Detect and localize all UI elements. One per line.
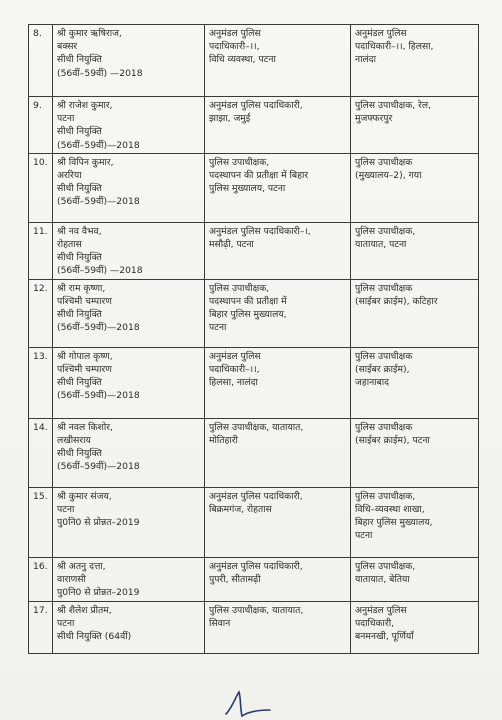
cell-line: श्री नव वैभव, — [57, 225, 102, 237]
cell-line: अनुमंडल पुलिस — [209, 28, 261, 39]
cell-line: विधि व्यवस्था, पटना — [209, 54, 276, 66]
cell-line: (मुख्यालय–2), गया — [355, 170, 422, 182]
cell-line: (56वीं–59वीं)—2018 — [57, 322, 140, 334]
cell-line: सीधी नियुक्ति — [57, 309, 102, 321]
cell-line: पटना — [209, 322, 227, 334]
cell-line: पुलिस उपाधीक्षक, — [355, 225, 416, 237]
table-row — [29, 557, 479, 601]
current-posting-cell — [205, 222, 351, 279]
new-posting-cell — [351, 347, 479, 418]
serial-number-cell: 14. — [29, 418, 53, 487]
officer-name-cell — [53, 279, 205, 347]
cell-line: पटना — [57, 113, 75, 125]
cell-line: पुलिस उपाधीक्षक, यातायात, — [209, 421, 304, 433]
cell-line: पुलिस उपाधीक्षक, — [355, 560, 416, 572]
cell-line: सीधी नियुक्ति (64वीं) — [57, 631, 132, 643]
officer-name-cell — [53, 97, 205, 154]
cell-line: पुलिस उपाधीक्षक, — [209, 156, 270, 168]
serial-number-cell: 16. — [29, 557, 53, 601]
cell-line: पुलिस उपाधीक्षक, — [355, 490, 416, 502]
cell-line: पुलिस उपाधीक्षक, — [209, 282, 270, 294]
table-row — [29, 279, 479, 347]
cell-line: अनुमंडल पुलिस पदाधिकारी, — [209, 100, 303, 111]
cell-line: पुपरी, सीतामढ़ी — [209, 573, 261, 585]
cell-line: पटना — [355, 530, 373, 542]
table-row — [29, 153, 479, 222]
table-row — [29, 601, 479, 653]
cell-line: श्री राम कृष्णा, — [57, 282, 106, 294]
serial-number-cell: 13. — [29, 347, 53, 418]
serial-number-cell: 11. — [29, 222, 53, 279]
cell-line: पुलिस उपाधीक्षक — [355, 156, 413, 168]
officer-name-cell — [53, 25, 205, 97]
cell-line: पदाधिकारी–।।, — [209, 41, 260, 53]
officer-name-cell — [53, 601, 205, 653]
serial-number-cell: 15. — [29, 487, 53, 557]
cell-line: श्री अतनु दत्ता, — [57, 560, 106, 572]
cell-line: श्री राजेश कुमार, — [57, 100, 113, 111]
cell-line: सीधी नियुक्ति — [57, 54, 102, 66]
serial-number-cell: 12. — [29, 279, 53, 347]
cell-line: यातायात, पटना — [355, 239, 407, 251]
cell-line: बिहार पुलिस मुख्यालय, — [355, 517, 433, 529]
officer-name-cell — [53, 347, 205, 418]
cell-line: झाझा, जमुई — [209, 113, 251, 125]
cell-line: श्री गोपाल कृष्ण, — [57, 350, 113, 362]
table-row — [29, 97, 479, 154]
cell-line: (साईबर क्राईम), — [355, 363, 410, 375]
cell-line: पुलिस उपाधीक्षक — [355, 350, 413, 362]
cell-line: श्री कुमार ऋषिराज, — [57, 28, 122, 39]
cell-line: पदस्थापन की प्रतीक्षा में — [209, 295, 287, 307]
current-posting-cell — [205, 557, 351, 601]
serial-number-cell: 8. — [29, 25, 53, 97]
cell-line: (56वीं–59वीं)—2018 — [57, 139, 140, 151]
new-posting-cell — [351, 97, 479, 154]
cell-line: पु0नि0 से प्रोन्नत–2019 — [57, 517, 140, 529]
cell-line: पुलिस उपाधीक्षक, यातायात, — [209, 604, 304, 616]
cell-line: (56वीं–59वीं) —2018 — [57, 67, 143, 79]
cell-line: सीधी नियुक्ति — [57, 377, 102, 389]
cell-line: अनुमंडल पुलिस पदाधिकारी–।, — [209, 225, 311, 237]
serial-number-cell: 9. — [29, 97, 53, 154]
cell-line: श्री नवल किशोर, — [57, 421, 113, 433]
cell-line: हिलसा, नालंदा — [209, 377, 258, 389]
table-row — [29, 347, 479, 418]
cell-line: बनमनखी, पूर्णियाँ — [355, 631, 414, 643]
cell-line: बक्सर — [57, 41, 78, 53]
table-body — [29, 25, 479, 654]
cell-line: सीधी नियुक्ति — [57, 448, 102, 460]
cell-line: पुलिस मुख्यालय, पटना — [209, 183, 286, 195]
cell-line: पटना — [57, 503, 75, 515]
cell-line: नालंदा — [355, 54, 376, 66]
cell-line: बिक्रमगंज, रोहतास — [209, 503, 272, 515]
cell-line: पश्चिमी चम्पारण — [57, 295, 112, 307]
cell-line: पटना — [57, 617, 75, 629]
new-posting-cell — [351, 222, 479, 279]
cell-line: श्री शैलेश प्रीतम, — [57, 604, 112, 616]
new-posting-cell — [351, 418, 479, 487]
officer-name-cell — [53, 487, 205, 557]
current-posting-cell — [205, 347, 351, 418]
cell-line: पु0नि0 से प्रोन्नत–2019 — [57, 587, 140, 599]
cell-line: जहानाबाद — [355, 377, 390, 389]
cell-line: लखीसराय — [57, 434, 91, 446]
cell-line: अनुमंडल पुलिस पदाधिकारी, — [209, 560, 303, 572]
table-row — [29, 418, 479, 487]
cell-line: अनुमंडल पुलिस — [355, 604, 407, 616]
current-posting-cell — [205, 279, 351, 347]
cell-line: पदाधिकारी, — [355, 617, 394, 629]
cell-line: अनुमंडल पुलिस — [209, 350, 261, 362]
cell-line: वाराणसी — [57, 573, 86, 585]
cell-line: पदाधिकारी–।।, हिलसा, — [355, 41, 434, 53]
cell-line: मुजफ्फरपुर — [355, 113, 393, 125]
cell-line: पदाधिकारी–।।, — [209, 363, 260, 375]
officer-name-cell — [53, 153, 205, 222]
cell-line: अररिया — [57, 170, 82, 182]
signature-mark — [222, 686, 282, 720]
cell-line: सीधी नियुक्ति — [57, 183, 102, 195]
table-row — [29, 222, 479, 279]
cell-line: मसौढ़ी, पटना — [209, 239, 254, 251]
cell-line: (साईबर क्राईम), पटना — [355, 434, 430, 446]
cell-line: पश्चिमी चम्पारण — [57, 363, 112, 375]
cell-line: रोहतास — [57, 239, 82, 251]
cell-line: पुलिस उपाधीक्षक — [355, 421, 413, 433]
current-posting-cell — [205, 97, 351, 154]
current-posting-cell — [205, 153, 351, 222]
cell-line: पुलिस उपाधीक्षक, रेल, — [355, 100, 432, 111]
cell-line: (56वीं–59वीं)—2018 — [57, 390, 140, 402]
current-posting-cell — [205, 487, 351, 557]
cell-line: पुलिस उपाधीक्षक — [355, 282, 413, 294]
cell-line: सिवान — [209, 617, 231, 629]
cell-line: विधि–व्यवस्था शाखा, — [355, 503, 425, 515]
cell-line: श्री विपिन कुमार, — [57, 156, 114, 168]
cell-line: यातायात, बेतिया — [355, 573, 410, 585]
new-posting-cell — [351, 279, 479, 347]
cell-line: अनुमंडल पुलिस — [355, 28, 407, 39]
cell-line: पदस्थापन की प्रतीक्षा में बिहार — [209, 170, 309, 182]
cell-line: सीधी नियुक्ति — [57, 252, 102, 264]
transfer-table — [28, 24, 479, 654]
new-posting-cell — [351, 557, 479, 601]
new-posting-cell — [351, 153, 479, 222]
officer-name-cell — [53, 222, 205, 279]
new-posting-cell — [351, 487, 479, 557]
serial-number-cell: 10. — [29, 153, 53, 222]
officer-name-cell — [53, 418, 205, 487]
new-posting-cell — [351, 601, 479, 653]
cell-line: श्री कुमार संजय, — [57, 490, 112, 502]
cell-line: अनुमंडल पुलिस पदाधिकारी, — [209, 490, 303, 502]
cell-line: बिहार पुलिस मुख्यालय, — [209, 309, 287, 321]
officer-name-cell — [53, 557, 205, 601]
serial-number-cell: 17. — [29, 601, 53, 653]
cell-line: सीधी नियुक्ति — [57, 126, 102, 138]
table-row — [29, 25, 479, 97]
current-posting-cell — [205, 25, 351, 97]
current-posting-cell — [205, 418, 351, 487]
cell-line: (56वीं–59वीं)—2018 — [57, 196, 140, 208]
cell-line: (56वीं–59वीं) —2018 — [57, 265, 143, 277]
current-posting-cell — [205, 601, 351, 653]
new-posting-cell — [351, 25, 479, 97]
cell-line: (साईबर क्राईम), कटिहार — [355, 295, 438, 307]
cell-line: (56वीं–59वीं)—2018 — [57, 461, 140, 473]
table-row — [29, 487, 479, 557]
cell-line: मोतिहारी — [209, 434, 238, 446]
